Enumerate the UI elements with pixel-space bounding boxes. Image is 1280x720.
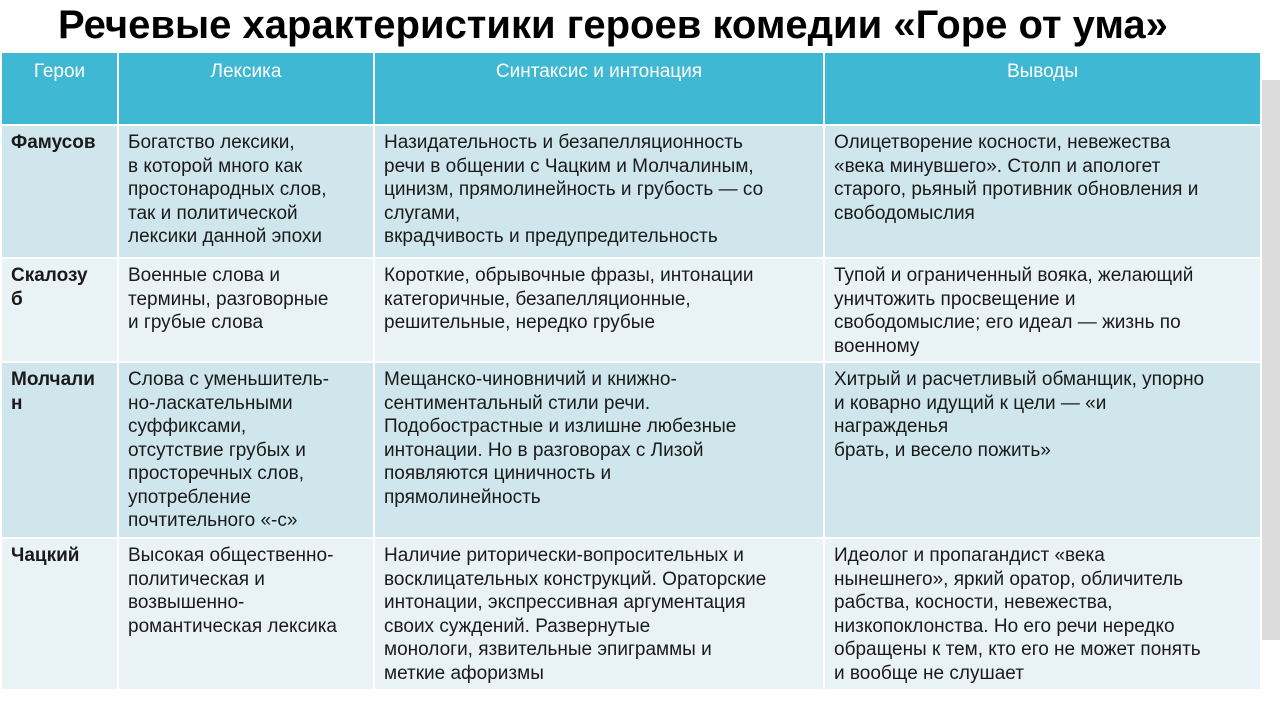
scrollbar[interactable] bbox=[1261, 80, 1280, 640]
syntax-cell: Наличие риторически-вопросительных и восклицательных конструкций. Ораторские интонации, экспрессивная аргументация своих суждений. Развернутые монологи, язвительные эпиграммы и меткие афоризмы bbox=[374, 538, 824, 690]
column-header-lexicon: Лексика bbox=[118, 52, 374, 125]
lexicon-cell: Военные слова и термины, разговорные и грубые слова bbox=[118, 258, 374, 362]
hero-name-cell: Молчали н bbox=[1, 362, 118, 538]
lexicon-cell: Слова с уменьшитель- но-ласкательными суффиксами, отсутствие грубых и просторечных слов, употребление почтительного «-с» bbox=[118, 362, 374, 538]
lexicon-cell: Высокая общественно- политическая и возвышенно- романтическая лексика bbox=[118, 538, 374, 690]
syntax-cell: Назидательность и безапелляционность речи в общении с Чацким и Молчалиным, цинизм, прямолинейность и грубость — со слугами, вкрадчивость и предупредительность bbox=[374, 125, 824, 258]
conclusions-cell: Олицетворение косности, невежества «века минувшего». Столп и апологет старого, рьяный противник обновления и свободомыслия bbox=[824, 125, 1261, 258]
syntax-cell: Короткие, обрывочные фразы, интонации категоричные, безапелляционные, решительные, нередко грубые bbox=[374, 258, 824, 362]
table-row bbox=[1, 258, 1261, 362]
table-header-row bbox=[1, 52, 1261, 125]
syntax-cell: Мещанско-чиновничий и книжно- сентиментальный стили речи. Подобострастные и излишне любезные интонации. Но в разговорах с Лизой появляются циничность и прямолинейность bbox=[374, 362, 824, 538]
column-header-conclusions: Выводы bbox=[824, 52, 1261, 125]
column-header-heroes: Герои bbox=[1, 52, 118, 125]
hero-name-cell: Чацкий bbox=[1, 538, 118, 690]
hero-name-cell: Фамусов bbox=[1, 125, 118, 258]
table-row bbox=[1, 125, 1261, 258]
characteristics-table bbox=[0, 51, 1262, 691]
conclusions-cell: Идеолог и пропагандист «века нынешнего», яркий оратор, обличитель рабства, косности, невежества, низкопоклонства. Но его речи нередко обращены к тем, кто его не может понять и вообще не слушает bbox=[824, 538, 1261, 690]
lexicon-cell: Богатство лексики, в которой много как простонародных слов, так и политической лексики данной эпохи bbox=[118, 125, 374, 258]
hero-name-cell: Скалозу б bbox=[1, 258, 118, 362]
conclusions-cell: Тупой и ограниченный вояка, желающий уничтожить просвещение и свободомыслие; его идеал — жизнь по военному bbox=[824, 258, 1261, 362]
table-row bbox=[1, 362, 1261, 538]
conclusions-cell: Хитрый и расчетливый обманщик, упорно и коварно идущий к цели — «и награжденья брать, и весело пожить» bbox=[824, 362, 1261, 538]
slide-title: Речевые характеристики героев комедии «Горе от ума» bbox=[58, 3, 1168, 47]
column-header-syntax: Синтаксис и интонация bbox=[374, 52, 824, 125]
table-row bbox=[1, 538, 1261, 690]
